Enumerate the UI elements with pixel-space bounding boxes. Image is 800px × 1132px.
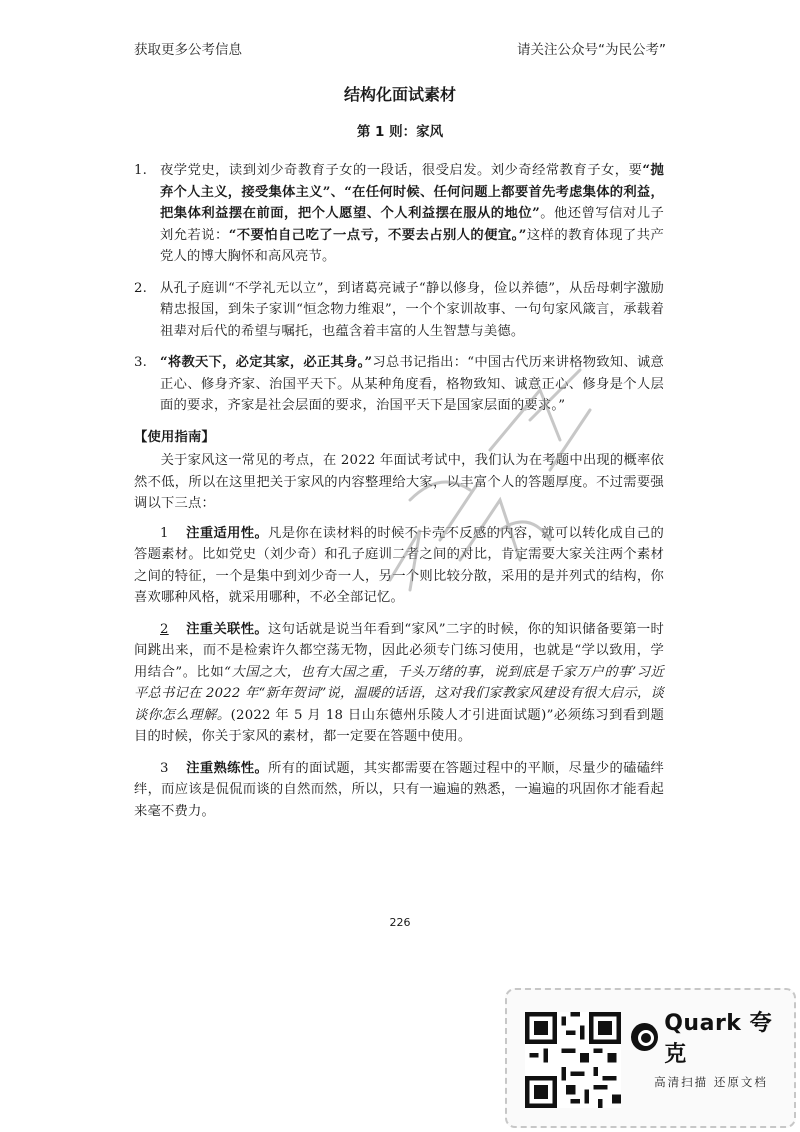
quark-logo-icon <box>631 1023 658 1051</box>
point-bold-segment: 注重关联性。 <box>186 621 268 637</box>
item-text-segment: 夜学党史，读到刘少奇教育子女的一段话，很受启发。刘少奇经常教育子女，要 <box>160 163 643 178</box>
item-number: 1. <box>134 163 148 178</box>
item-bold-segment: “将教天下，必定其家，必正其身。” <box>160 355 373 370</box>
usage-guide-heading: 【使用指南】 <box>134 429 215 445</box>
item-text-segment: 这样的教育体现了共产党人的博大胸怀和高风亮节。 <box>160 227 665 264</box>
list-item <box>134 352 664 417</box>
guide-point <box>134 758 664 823</box>
page-number: 226 <box>389 916 411 929</box>
point-bold-segment: 注重适用性。 <box>186 525 269 541</box>
item-bold-segment: “不要怕自己吃了一点亏，不要去占别人的便宜。” <box>228 227 527 243</box>
item-text <box>160 352 664 417</box>
item-text-segment: 。他还曾写信对儿子刘允若说： <box>160 206 664 243</box>
item-bold-segment: “抛弃个人主义，接受集体主义”、“在任何时候、任何问题上都要首先考虑集体的利益，把集体利益摆在前面，把个人愿望、个人利益摆在服从的地位” <box>160 163 664 221</box>
document-body <box>134 160 664 832</box>
point-number: 2 <box>160 621 169 637</box>
point-number: 3 <box>160 760 169 776</box>
guide-point <box>134 619 664 748</box>
header-left-text: 获取更多公考信息 <box>134 42 242 58</box>
point-text-segment: 这句话就是说当年看到“家风”二字的时候，你的知识储备要第一时间跳出来，而不是检索许久都空荡无物，因此必须专门练习使用，也就是“学以致用，学用结合”。比如 <box>134 621 664 680</box>
list-item <box>134 278 664 343</box>
header-right-text: 请关注公众号“为民公考” <box>517 42 666 58</box>
qr-code-icon <box>525 1012 621 1108</box>
quark-brand-name: Quark 夸克 <box>664 1011 773 1067</box>
point-bold-segment: 注重熟练性。 <box>186 760 269 776</box>
document-title: 结构化面试素材 <box>343 85 456 104</box>
quark-tagline: 高清扫描 还原文档 <box>654 1075 768 1089</box>
quark-brand <box>631 1011 791 1067</box>
item-text <box>160 160 664 268</box>
item-number: 3. <box>134 355 148 370</box>
usage-guide-intro: 关于家风这一常见的考点，在 2022 年面试考试中，我们认为在考题中出现的概率依然不低，所以在这里把关于家风的内容整理给大家，以丰富个人的答题厚度。不过需要强调以下三点： <box>134 453 664 511</box>
section-subtitle: 第 1 则：家风 <box>356 124 444 140</box>
item-text: 从孔子庭训“不学礼无以立”，到诸葛亮诫子“静以修身，俭以养德”，从岳母刺字激励精忠报国，到朱子家训“恒念物力维艰”，一个个家训故事、一句句家风箴言，承载着祖辈对后代的希望与嘱托，也蕴含着丰富的人生智慧与美德。 <box>160 280 664 339</box>
quark-scan-badge <box>505 988 796 1128</box>
point-italic-segment: “大国之大，也有大国之重，千头万绪的事，说到底是千家万户的事’习近平总书记在 2022 年“新年贺词”说，温暖的话语，这对我们家教家风建设有很大启示，谈谈你怎么理解。 <box>134 664 664 723</box>
point-text-segment: 所有的面试题，其实都需要在答题过程中的平顺，尽量少的磕磕绊绊，而应该是侃侃而谈的自然而然，所以，只有一遍遍的熟悉，一遍遍的巩固你才能看起来毫不费力。 <box>134 760 664 819</box>
item-text-segment: 习总书记指出：“中国古代历来讲格物致知、诚意正心、修身齐家、治国平天下。从某种角度看，格物致知、诚意正心、修身是个人层面的要求，齐家是社会层面的要求，治国平天下是国家层面的要求。” <box>160 355 665 413</box>
point-text-segment: (2022 年 5 月 18 日山东德州乐陵人才引进面试题)”必须练习到看到题目的时候，你关于家风的素材，都一定要在答题中使用。 <box>134 707 665 744</box>
list-item <box>134 160 664 268</box>
page-header <box>134 38 666 58</box>
guide-point <box>134 523 664 609</box>
point-text-segment: 凡是你在读材料的时候不卡壳不反感的内容，就可以转化成自己的答题素材。比如党史（刘少奇）和孔子庭训二者之间的对比，肯定需要大家关注两个素材之间的特征，一个是集中到刘少奇一人，另一个则比较分散，采用的是并列式的结构，你喜欢哪种风格，就采用哪种，不必全部记忆。 <box>134 525 664 605</box>
point-number: 1 <box>160 525 169 541</box>
item-number: 2. <box>134 280 148 296</box>
